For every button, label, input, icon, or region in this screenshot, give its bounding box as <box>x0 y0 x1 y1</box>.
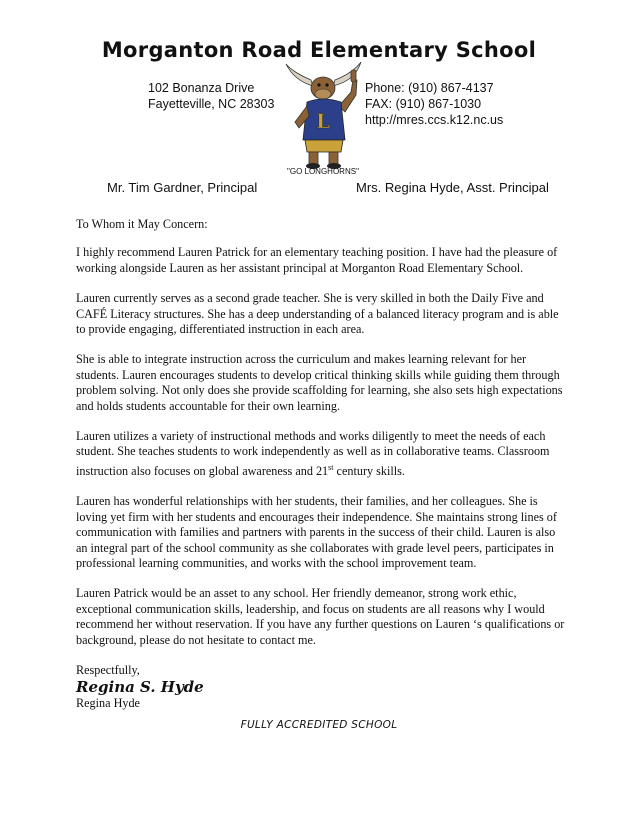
salutation: To Whom it May Concern: <box>76 217 208 231</box>
paragraph-4 <box>76 429 566 479</box>
school-address <box>148 80 274 112</box>
paragraph-4-end: century skills. <box>333 463 405 478</box>
paragraph-2: Lauren currently serves as a second grade teacher. She is very skilled in both the Daily Five and CAFÉ Literacy structures. She has a deep understanding of a balanced literacy program and is able to provide engaging, differentiated instruction in each area. <box>76 291 559 337</box>
principal-name: Mr. Tim Gardner, Principal <box>107 180 258 195</box>
paragraph-3: She is able to integrate instruction across the curriculum and makes learning relevant for her students. Lauren encourages students to develop critical thinking skills while guiding them through problem solving. Not only does she provide scaffolding for learning, she also sets high expectations and holds students accountable for their own learning. <box>76 352 563 413</box>
phone-number: Phone: (910) 867-4137 <box>365 81 494 95</box>
paragraph-6: Lauren Patrick would be an asset to any school. Her friendly demeanor, strong work ethic, exceptional communication skills, leadership, and focus on students are all reasons why I would recommend her without reservation. If you have any further questions on Lauren ‘s qualifications or background, please do not hesitate to contact me. <box>76 586 565 647</box>
longhorn-mascot-icon <box>283 62 373 170</box>
mascot-motto: "GO LONGHORNS" <box>287 167 359 176</box>
mascot-letter: L <box>316 109 331 133</box>
fax-number: FAX: (910) 867-1030 <box>365 97 482 111</box>
accreditation-footer: FULLY ACCREDITED SCHOOL <box>240 719 398 731</box>
school-name: Morganton Road Elementary School <box>101 38 537 62</box>
paragraph-1: I highly recommend Lauren Patrick for an elementary teaching position. I have had the pleasure of working alongside Lauren as her assistant principal at Morganton Road Elementary School. <box>76 245 558 275</box>
website-link[interactable]: http://mres.ccs.k12.nc.us <box>365 113 504 127</box>
paragraph-5: Lauren has wonderful relationships with her students, their families, and her colleagues. She is loving yet firm with her students and encourages their independence. She maintains strong lines of communication with families and partners with parents in the success of their child. Lauren is also an integral part of the school community as she collaborates with grade level peers, participates in professional learning communities, and works with the school improvement team. <box>76 494 557 570</box>
address-line-2: Fayetteville, NC 28303 <box>148 97 275 111</box>
school-contact <box>365 80 503 128</box>
ordinal-suffix: st <box>328 462 334 472</box>
handwritten-signature: Regina S. Hyde <box>76 678 204 697</box>
closing: Respectfully, <box>76 663 140 677</box>
signature-name: Regina Hyde <box>76 696 140 711</box>
paragraph-4-text: Lauren utilizes a variety of instructional methods and works diligently to meet the needs of each student. She teaches students to work independently as well as in collaborative teams. Classroom instruction also focuses on global awareness and 21 <box>76 429 550 478</box>
asst-principal-name: Mrs. Regina Hyde, Asst. Principal <box>356 180 549 195</box>
letter-body <box>76 217 566 712</box>
address-line-1: 102 Bonanza Drive <box>148 81 255 95</box>
